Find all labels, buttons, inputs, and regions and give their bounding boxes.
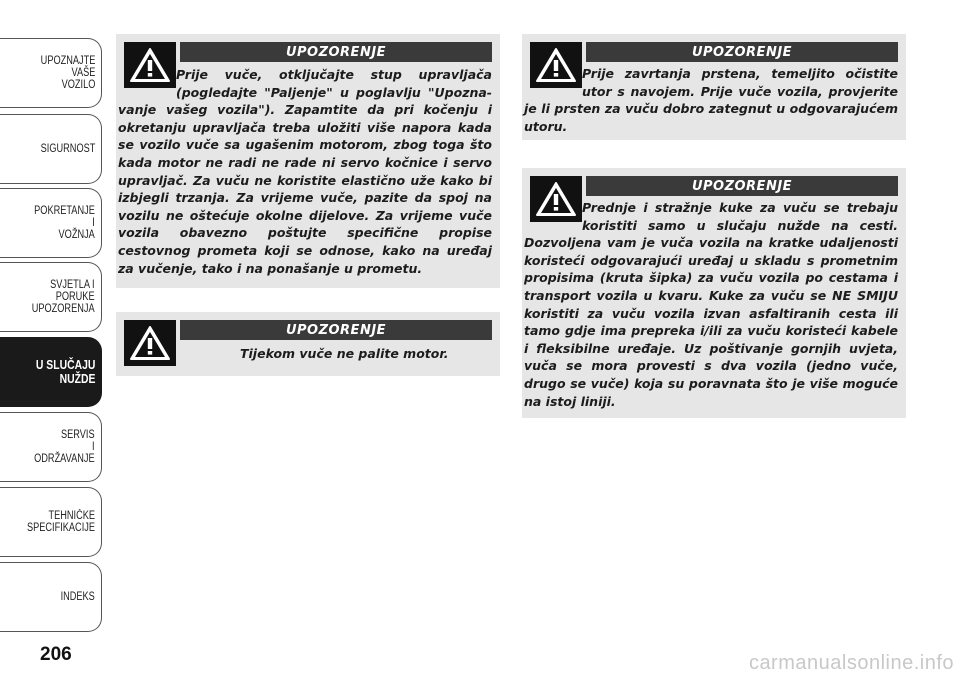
tab-label: UPOZNAJTE VAŠE VOZILO — [40, 55, 95, 91]
warning-box-tow-ring — [522, 34, 906, 140]
warning-header: UPOZORENJE — [180, 42, 492, 62]
tab-tehnicke-specifikacije[interactable] — [0, 487, 102, 557]
warning-text: Tijekom vuče ne palite motor. — [240, 346, 449, 361]
warning-text: Prije vuče, otključajte stup upravljača (pogledajte "Paljenje" u poglavlju "Upozna-vanje vašeg vozila"). Zapamtite da pri kočenju i okretanju upravljača treba uložiti više napora kada se vozilo vuče sa ugašenim motorom, zbog toga što kada motor ne radi ne rade ni servo kočnice i servo upravljač. Za vuču ne koristite elastično uže kako bi izbjegli trzanja. Za vrijeme vuče, pazite da spoj na vozilu ne oštećuje okolne dijelove. Za vrijeme vuče vozila obavezno poštujte specifične propise cestovnog prometa koji se odnose, kako na uređaj za vučenje, tako i na ponašanje u prometu. — [118, 67, 492, 276]
tab-sigurnost[interactable] — [0, 114, 102, 184]
tab-svjetla-i-poruke[interactable] — [0, 262, 102, 332]
chapter-sidebar — [0, 0, 104, 640]
warning-box-steering-lock — [116, 34, 500, 288]
tab-label: U SLUČAJU NUŽDE — [35, 357, 95, 386]
warning-triangle-icon — [124, 320, 176, 366]
warning-box-engine-start — [116, 312, 500, 376]
warning-box-tow-hooks — [522, 168, 906, 418]
tab-u-slucaju-nuzde[interactable] — [0, 337, 102, 407]
tab-label: INDEKS — [60, 591, 95, 603]
tab-label: POKRETANJE I VOŽNJA — [34, 205, 95, 241]
tab-label: TEHNIČKE SPECIFIKACIJE — [27, 510, 95, 534]
warning-text: Prije zavrtanja prstena, temeljito očistite utor s navojem. Prije vuče vozila, provjerite je li prsten za vuču dobro zategnut u odgovarajućem utoru. — [524, 66, 898, 134]
tab-indeks[interactable] — [0, 562, 102, 632]
tab-label: SVJETLA I PORUKE UPOZORENJA — [32, 279, 95, 315]
tab-pokretanje-i-voznja[interactable] — [0, 188, 102, 258]
watermark: carmanualsonline.info — [748, 652, 954, 674]
tab-label: SIGURNOST — [40, 143, 95, 155]
tab-label: SERVIS I ODRŽAVANJE — [34, 429, 95, 465]
tab-servis-i-odrzavanje[interactable] — [0, 412, 102, 482]
page-number: 206 — [40, 644, 72, 665]
warning-header: UPOZORENJE — [586, 176, 898, 196]
warning-header: UPOZORENJE — [586, 42, 898, 62]
tab-upoznajte-vase-vozilo[interactable] — [0, 38, 102, 108]
warning-text: Prednje i stražnje kuke za vuču se trebaju koristiti samo u slučaju nužde na cesti. Dozvoljena vam je vuča vozila na kratke udaljenosti koristeći odgovarajući uređaj u skladu s prometnim propisima (kruta šipka) za vuču vozila po cestama i transport vozila u kvaru. Kuke za vuču se NE SMIJU koristiti za vuču vozila izvan asfaltiranih cesta ili tamo gdje ima prepreka i/ili za vuču koristeći kabele i fleksibilne uređaje. Uz poštivanje gornjih uvjeta, vuča se mora provesti s dva vozila (jedno vuče, drugo se vuče) koja su poravnata što je više moguće na istoj liniji. — [524, 200, 898, 409]
warning-header: UPOZORENJE — [180, 320, 492, 340]
